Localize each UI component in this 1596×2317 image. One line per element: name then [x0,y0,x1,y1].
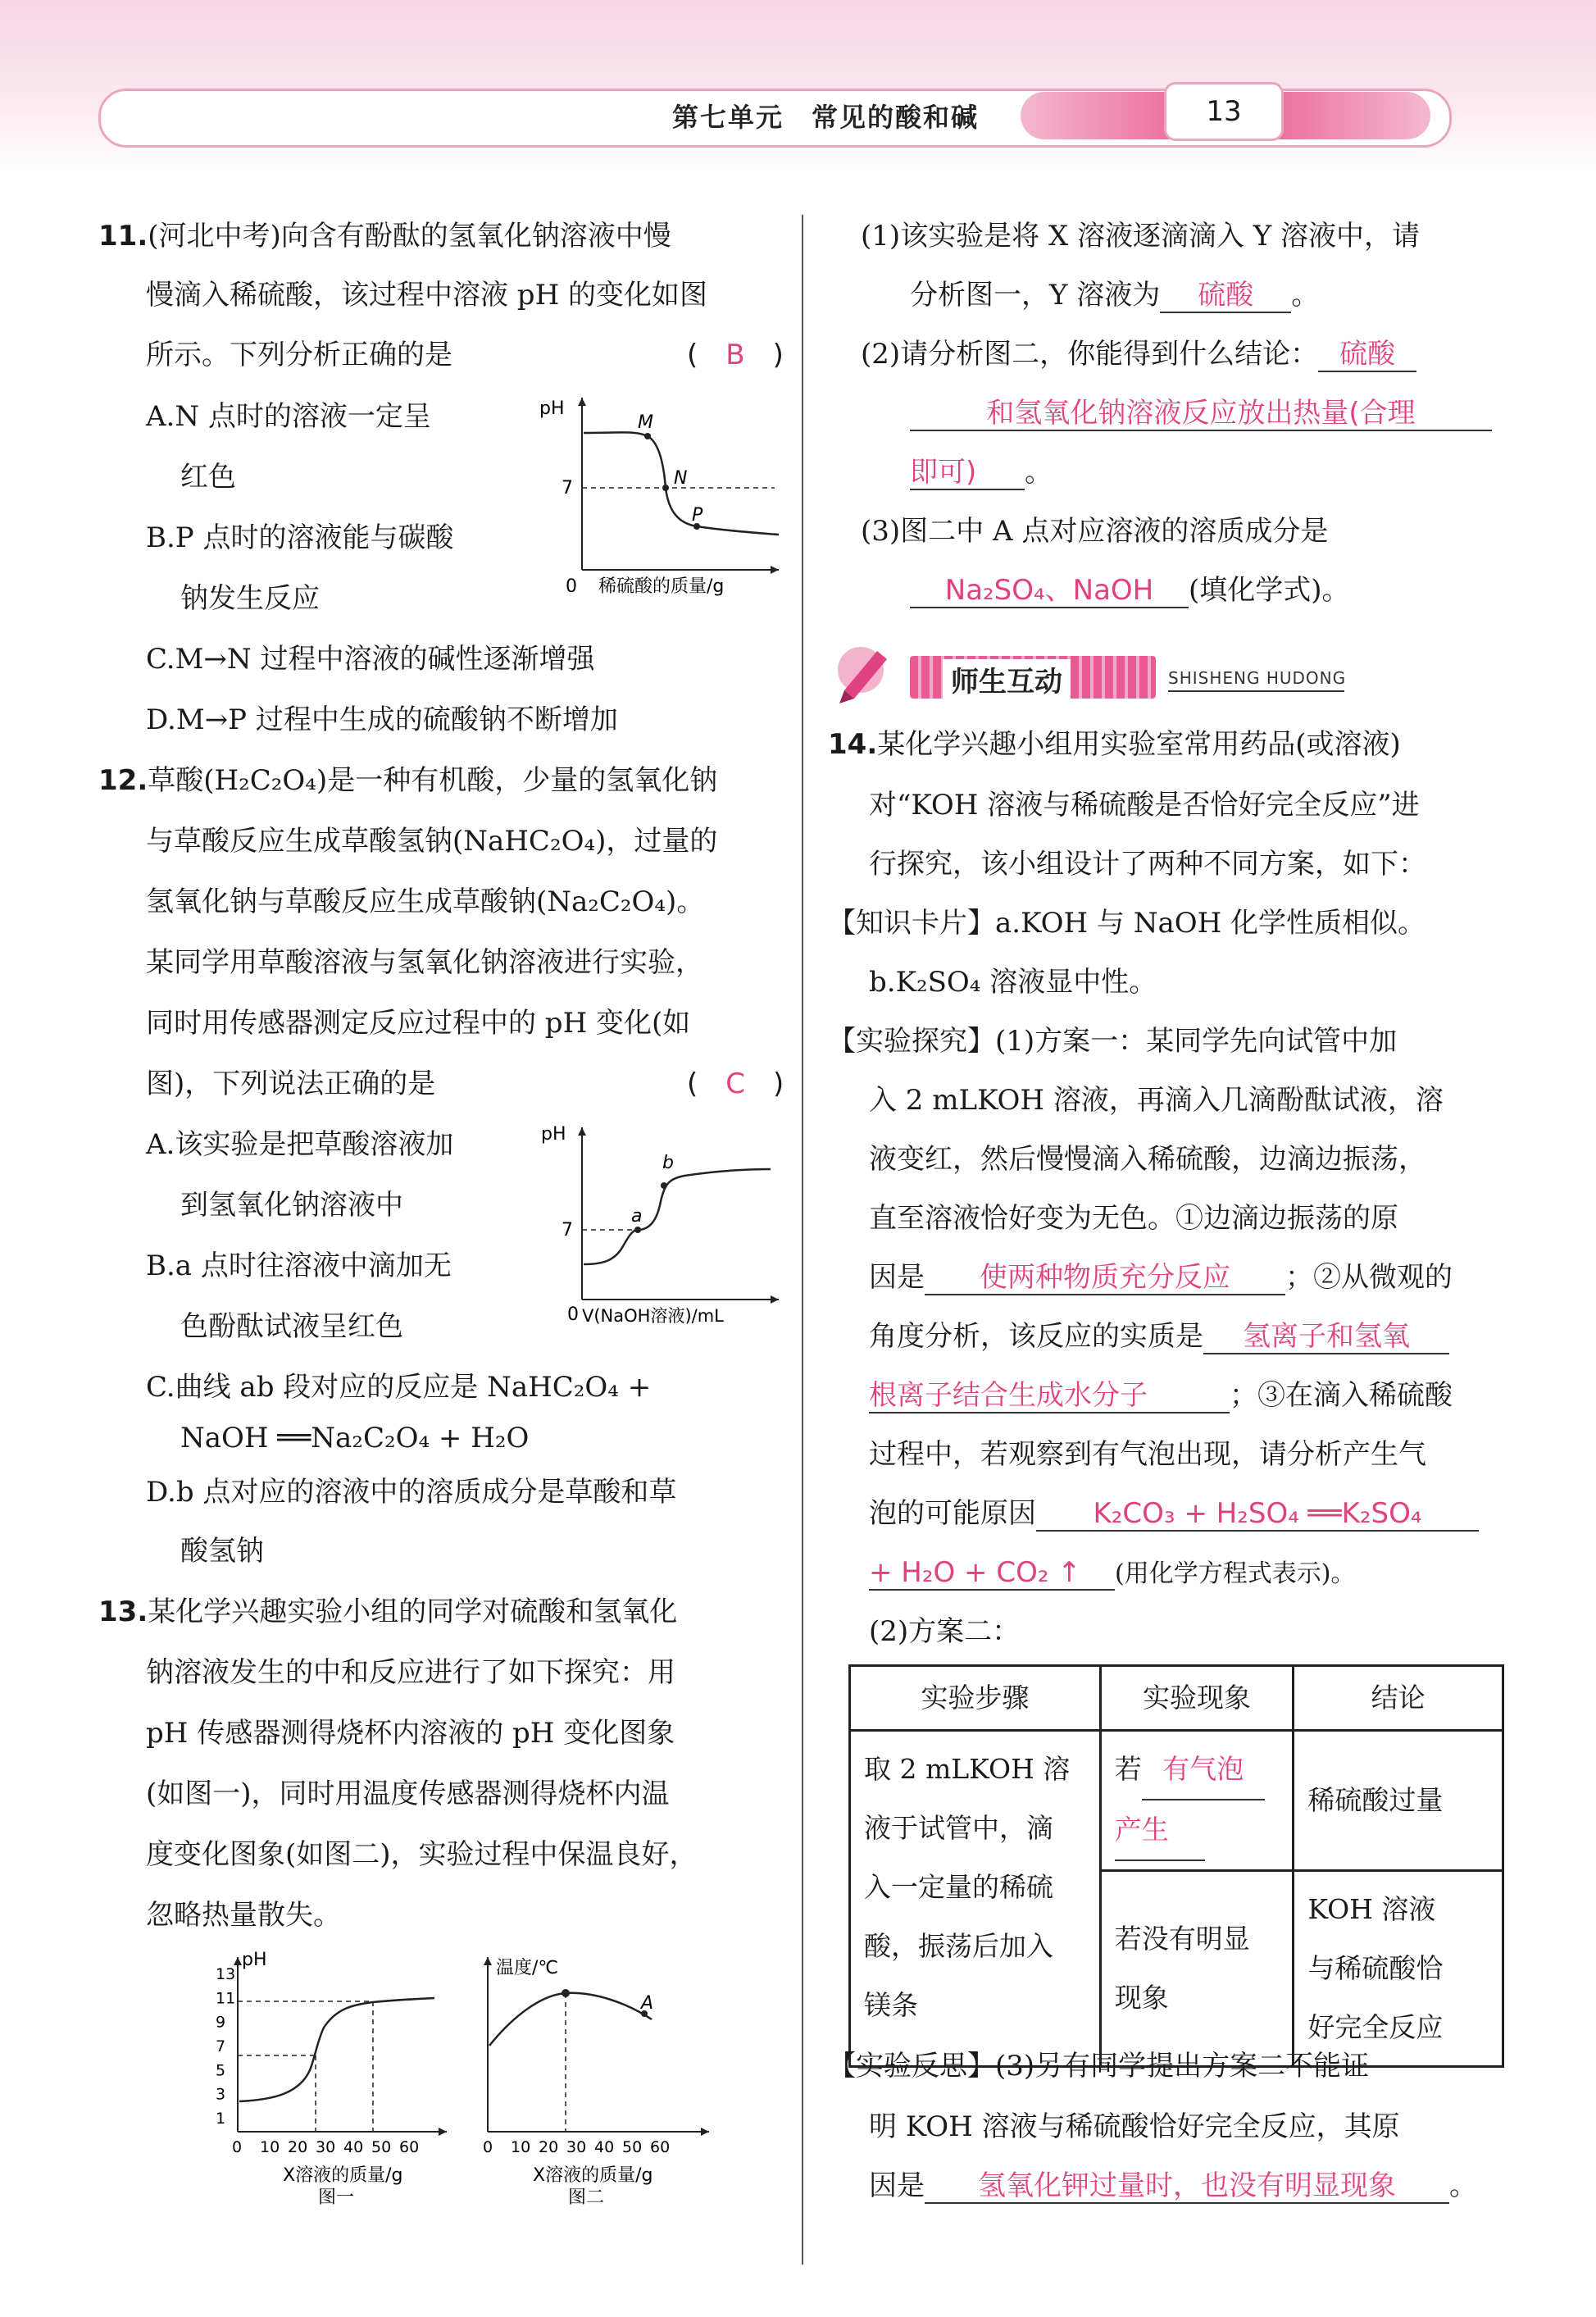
step-line: 镁条 [864,1989,918,2021]
table-cell-phenomenon1 [1100,1731,1294,1871]
q13-sub2-end: 。 [1025,456,1053,489]
fig1-y-ticks [216,1965,235,2128]
fig2-x-tick-label: 0 [483,2138,493,2156]
q11-point-m [644,433,651,439]
fig1-y-tick-label: 3 [216,2085,226,2104]
q13-answer3: Na₂SO₄、NaOH [910,574,1189,608]
q14-explore9 [869,1497,1479,1532]
q12-curve [584,1169,771,1264]
q13-line5: 度变化图象(如图二)，实验过程中保温良好， [146,1838,698,1871]
fig2-x-tick-label: 10 [511,2138,531,2156]
q12-answer-box: ( C ) [687,1067,784,1100]
q13-sub2-line1 [861,338,1416,372]
q14-explore8: 过程中，若观察到有气泡出现，请分析产生气 [869,1438,1426,1471]
q14-answer-c1: K₂CO₃ + H₂SO₄ ══K₂SO₄ [1036,1497,1479,1532]
fig1-x-tick-label: 60 [399,2138,420,2156]
q14-e5-end: ；②从微观的 [1285,1261,1453,1294]
q11-x-label: 稀硫酸的质量/g [598,576,725,597]
fig1-y-tick-label: 5 [216,2061,226,2080]
q14-text1: 某化学兴趣小组用实验室常用药品(或溶液) [877,728,1401,761]
q13-answer2b: 和氢氧化钠溶液反应放出热量(合理 [910,397,1492,431]
q14-explore5 [869,1261,1453,1295]
q12-number: 12. [98,764,148,797]
q12-y-label: pH [541,1124,566,1145]
q14-explore4: 直至溶液恰好变为无色。①边滴边振荡的原 [869,1202,1398,1235]
q13-sub2-line2 [910,397,1492,431]
q11-label-p: P [692,505,703,526]
q12-point-a [634,1227,641,1233]
q13-sub2-text: (2)请分析图二，你能得到什么结论： [861,338,1319,371]
fig1-x-tick-label: 0 [232,2138,243,2156]
q14-explore6 [869,1320,1449,1354]
q11-text1: (河北中考)向含有酚酞的氢氧化钠溶液中慢 [148,220,671,253]
concl2-line: 与稀硫酸恰 [1307,1952,1444,1984]
phen2-line: 现象 [1114,1982,1169,2014]
fig1-x-tick-label: 30 [316,2138,336,2156]
q12-option-a2: 到氢氧化钠溶液中 [180,1189,403,1222]
q12-text1: 草酸(H₂C₂O₄)是一种有机酸，少量的氢氧化钠 [148,764,718,797]
q12-option-d2: 酸氢钠 [180,1535,264,1568]
fig1-x-tick-label: 20 [288,2138,308,2156]
q14-answer-b1: 氢离子和氢氧 [1203,1320,1449,1354]
q14-answer-a: 使两种物质充分反应 [925,1261,1285,1295]
q13-sub1-line2 [910,279,1319,313]
q11-ph-graph [533,385,787,599]
q14-explore2: 入 2 mLKOH 溶液，再滴入几滴酚酞试液，溶 [869,1084,1444,1117]
step-line: 取 2 mLKOH 溶 [864,1753,1071,1785]
q13-figure2 [463,1947,725,2210]
q13-sub1-text: 分析图一，Y 溶液为 [910,279,1161,312]
q12-point-b [661,1182,667,1189]
q12-y-arrow [578,1127,586,1136]
fig1-y-tick-label: 11 [216,1989,236,2008]
fig1-x-ticks [232,2138,419,2156]
fig2-x-tick-label: 50 [622,2138,643,2156]
table-header-conclusion: 结论 [1294,1666,1503,1731]
q11-option-a2: 红色 [180,461,236,494]
q11-number: 11. [98,220,148,253]
q13-line1 [98,1595,677,1628]
q14-e9-text: 泡的可能原因 [869,1497,1036,1530]
q14-line3: 行探究，该小组设计了两种不同方案，如下： [869,848,1426,881]
table-cell-conclusion2 [1294,1871,1503,2067]
q13-text1: 某化学兴趣实验小组的同学对硫酸和氢氧化 [148,1595,678,1628]
fig1-y-tick-label: 1 [216,2110,226,2128]
q14-explore1: 【实验探究】(1)方案一：某同学先向试管中加 [828,1025,1398,1058]
fig1-y-arrow [234,1957,242,1965]
q13-line4: (如图一)，同时用温度传感器测得烧杯内温 [146,1778,670,1810]
table-header-step: 实验步骤 [850,1666,1101,1731]
q14-answer-d: 氢氧化钾过量时，也没有明显现象 [925,2169,1449,2204]
fig2-x-arrow [701,2128,709,2136]
fig1-y-label: pH [242,1950,267,1970]
q13-sub3-end: (填化学式)。 [1189,574,1350,607]
q11-text3: 所示。下列分析正确的是 [146,339,452,371]
q11-line3 [146,339,452,371]
fig2-label-a: A [641,1993,654,2014]
table-cell-step [850,1731,1101,2067]
q14-e10-end: (用化学方程式表示)。 [1115,1559,1356,1588]
fig1-y-tick-label: 9 [216,2013,226,2032]
q12-option-c2: NaOH ══Na₂C₂O₄ + H₂O [180,1422,530,1454]
q14-number: 14. [828,728,878,761]
q13-line2: 钠溶液发生的中和反应进行了如下探究：用 [146,1656,675,1689]
q13-sub1-line1: (1)该实验是将 X 溶液逐滴滴入 Y 溶液中，请 [861,220,1421,253]
q11-label-n: N [674,468,688,489]
q11-answer: B [725,339,745,371]
table-header-row [850,1666,1503,1731]
fig2-x-tick-label: 40 [594,2138,615,2156]
fig1-y-tick-label: 13 [216,1965,236,1983]
q14-plan2: (2)方案二： [869,1615,1021,1648]
q12-x-arrow [771,1295,779,1304]
q14-answer-c2: + H₂O + CO₂ ↑ [869,1556,1115,1591]
q14-explore7 [869,1379,1453,1413]
q11-origin: 0 [566,576,577,597]
q14-e6-text: 角度分析，该反应的实质是 [869,1320,1203,1353]
q12-tick-7: 7 [562,1220,573,1240]
step-line: 液于试管中，滴 [864,1812,1053,1844]
q11-tick-7: 7 [562,478,573,498]
q12-line4: 某同学用草酸溶液与氢氧化钠溶液进行实验， [146,946,703,979]
concl2-line: KOH 溶液 [1307,1893,1436,1925]
phen1-line2 [1115,1800,1280,1861]
q11-label-m: M [638,412,653,433]
q11-option-b1: B.P 点时的溶液能与碳酸 [146,521,454,554]
q12-option-b1: B.a 点时往溶液中滴加无 [146,1250,452,1282]
q14-reflect1: 【实验反思】(3)另有同学提出方案二不能证 [828,2050,1370,2083]
q11-y-label: pH [539,398,565,419]
q11-line1 [98,220,671,253]
phen1-line1 [1115,1740,1280,1800]
fig2-peak-point [562,1989,570,1997]
q12-origin: 0 [567,1304,579,1325]
q12-x-label: V(NaOH溶液)/mL [582,1306,724,1326]
q14-line2: 对“KOH 溶液与稀硫酸是否恰好完全反应”进 [869,789,1420,822]
fig2-x-label: X溶液的质量/g [533,2165,653,2186]
q12-line2: 与草酸反应生成草酸氢钠(NaHC₂O₄)，过量的 [146,825,718,858]
q13-answer2c: 即可) [910,456,1025,490]
q13-line3: pH 传感器测得烧杯内溶液的 pH 变化图象 [146,1717,675,1750]
q14-f3-text: 因是 [869,2169,925,2202]
q13-sub2-line3 [910,456,1053,490]
fig2-x-ticks [483,2138,670,2156]
q13-answer2a: 硫酸 [1318,338,1416,372]
q11-option-b2: 钠发生反应 [180,582,320,615]
fig1-x-label: X溶液的质量/g [283,2165,403,2186]
q12-line5: 同时用传感器测定反应过程中的 pH 变化(如 [146,1007,691,1040]
q12-option-c1: C.曲线 ab 段对应的反应是 NaHC₂O₄ + [146,1371,652,1404]
q14-explore3: 液变红，然后慢慢滴入稀硫酸，边滴边振荡， [869,1143,1426,1176]
q11-y-arrow [578,398,586,406]
fig2-x-tick-label: 30 [566,2138,587,2156]
fig2-y-arrow [484,1957,492,1965]
q14-knowledge1: 【知识卡片】a.KOH 与 NaOH 化学性质相似。 [828,907,1426,940]
q14-e5-text: 因是 [869,1261,925,1294]
q11-point-n [662,485,669,491]
q12-ph-graph [541,1115,787,1328]
q11-x-arrow [771,566,779,574]
table-cell-conclusion1: 稀硫酸过量 [1294,1731,1503,1871]
section-pinyin: SHISHENG HUDONG [1168,668,1347,688]
concl2-line: 好完全反应 [1307,2011,1444,2043]
q14-answer-b2: 根离子结合生成水分子 [869,1379,1230,1413]
fig2-y-label: 温度/℃ [496,1958,559,1978]
fig1-y-tick-label: 7 [216,2037,226,2055]
q14-reflect2: 明 KOH 溶液与稀硫酸恰好完全反应，其原 [869,2110,1400,2143]
q11-answer-box: ( B ) [687,339,784,371]
fig1-x-tick-label: 40 [343,2138,364,2156]
pen-icon [828,633,918,707]
q12-option-d1: D.b 点对应的溶液中的溶质成分是草酸和草 [146,1476,677,1509]
q14-reflect3 [869,2169,1477,2204]
q13-line6: 忽略热量散失。 [146,1899,341,1932]
table-header-phenomenon: 实验现象 [1100,1666,1294,1731]
fig2-caption: 图二 [568,2187,605,2208]
q12-option-a1: A.该实验是把草酸溶液加 [146,1128,454,1161]
table-cell-phenomenon2 [1100,1871,1294,2067]
q12-line3: 氢氧化钠与草酸反应生成草酸钠(Na₂C₂O₄)。 [146,885,705,918]
phen1-prefix: 若 [1114,1753,1142,1785]
fig2-curve [489,1993,652,2046]
q14-e7-end: ；③在滴入稀硫酸 [1230,1379,1453,1412]
page-number: 13 [1164,82,1284,141]
q12-label-b: b [662,1153,674,1173]
phen1-answer1: 有气泡 [1142,1740,1265,1800]
q13-answer1: 硫酸 [1160,279,1291,313]
step-line: 入一定量的稀硫 [864,1871,1053,1903]
q13-sub3-line2 [910,574,1350,608]
fig1-x-tick-label: 50 [371,2138,392,2156]
q13-sub1-end: 。 [1291,279,1320,312]
phen2-line: 若没有明显 [1114,1923,1250,1955]
unit-title: 第七单元 常见的酸和碱 [672,102,980,133]
fig2-x-tick-label: 20 [539,2138,559,2156]
q12-label-a: a [631,1206,643,1227]
column-divider [802,215,803,2265]
fig1-curve [239,1998,434,2101]
phen1-answer2: 产生 [1115,1800,1205,1861]
q14-knowledge2: b.K₂SO₄ 溶液显中性。 [869,966,1157,999]
q14-explore10 [869,1556,1355,1591]
fig1-x-tick-label: 10 [260,2138,280,2156]
q12-line1 [98,764,717,797]
q11-option-a1: A.N 点时的溶液一定呈 [146,400,431,433]
q12-line6: 图)，下列说法正确的是 [146,1067,436,1100]
q12-answer: C [725,1067,746,1100]
q14-experiment-table [848,1664,1504,2068]
step-line: 酸，振荡后加入 [864,1930,1053,1962]
q13-number: 13. [98,1595,148,1628]
section-title: 师生互动 [943,659,1071,699]
q11-option-d: D.M→P 过程中生成的硫酸钠不断增加 [146,703,618,736]
fig2-x-tick-label: 60 [650,2138,671,2156]
q14-f3-end: 。 [1449,2169,1477,2202]
q14-line1 [828,728,1401,761]
q13-sub3-line1: (3)图二中 A 点对应溶液的溶质成分是 [861,515,1329,548]
q12-option-b2: 色酚酞试液呈红色 [180,1310,403,1343]
q13-figure1 [201,1947,463,2210]
q11-option-c: C.M→N 过程中溶液的碱性逐渐增强 [146,643,595,676]
q11-line2: 慢滴入稀硫酸，该过程中溶液 pH 的变化如图 [146,279,708,312]
table-row [850,1731,1503,1871]
section-underline [1168,690,1344,692]
fig1-caption: 图一 [318,2187,355,2208]
fig1-x-arrow [439,2128,447,2136]
